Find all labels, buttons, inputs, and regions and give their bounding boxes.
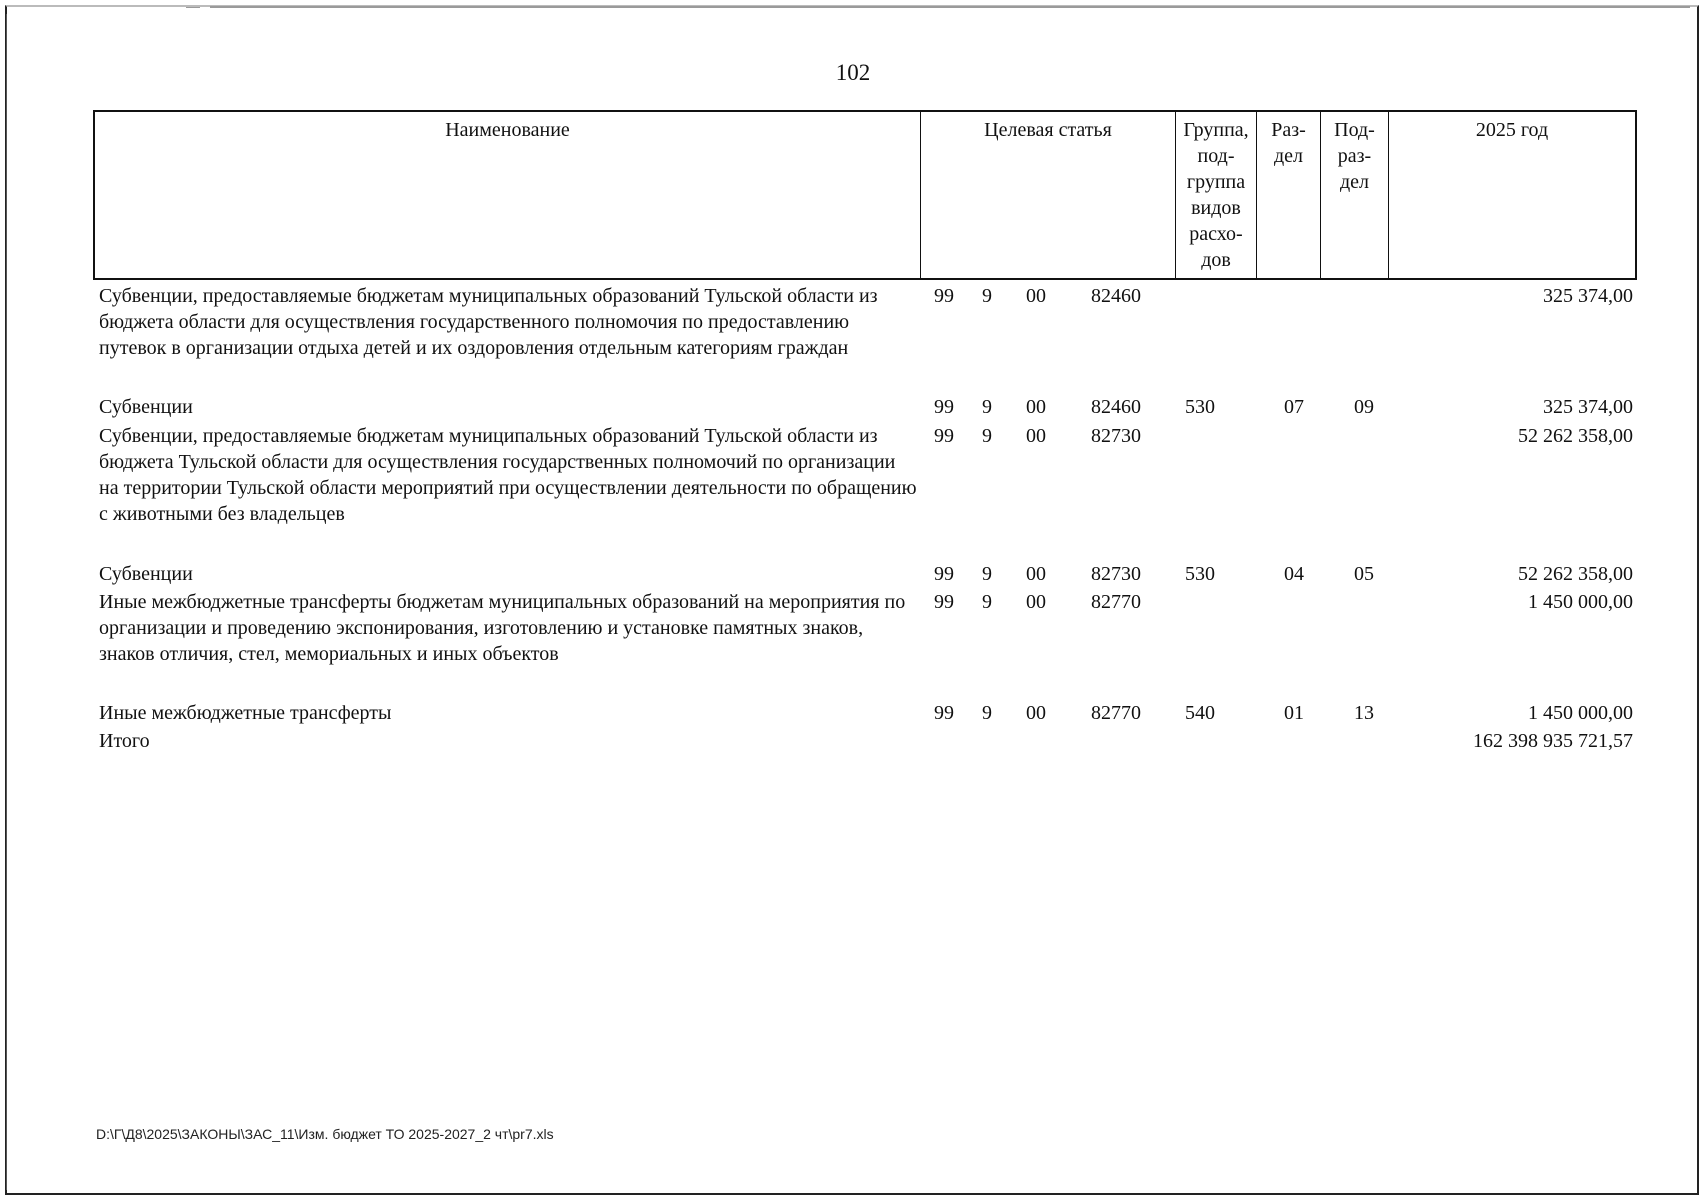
header-subsection-line: Под- xyxy=(1334,119,1375,141)
row-section: 01 xyxy=(1284,702,1304,724)
row-amount: 52 262 358,00 xyxy=(1518,563,1633,585)
row-target-part-3: 00 xyxy=(1026,702,1046,724)
row-name: Субвенции xyxy=(99,396,193,418)
row-target-part-2: 9 xyxy=(982,425,992,447)
row-amount: 1 450 000,00 xyxy=(1528,702,1633,724)
row-amount: 325 374,00 xyxy=(1543,396,1633,418)
header-year xyxy=(1388,112,1635,278)
header-group-line: расхо- xyxy=(1189,223,1243,245)
header-section xyxy=(1256,112,1320,278)
row-subsection: 05 xyxy=(1354,563,1374,585)
row-target-part-2: 9 xyxy=(982,285,992,307)
header-target-article-label: Целевая статья xyxy=(984,119,1112,141)
header-group-line: дов xyxy=(1201,249,1231,271)
row-section: 07 xyxy=(1284,396,1304,418)
row-target-part-4: 82460 xyxy=(1091,285,1141,307)
header-year-label: 2025 год xyxy=(1475,119,1549,141)
row-target-part-4: 82770 xyxy=(1091,591,1141,613)
row-target-part-1: 99 xyxy=(934,563,954,585)
row-target-part-4: 82730 xyxy=(1091,563,1141,585)
row-target-part-2: 9 xyxy=(982,702,992,724)
row-target-part-3: 00 xyxy=(1026,591,1046,613)
row-amount: 325 374,00 xyxy=(1543,285,1633,307)
row-group: 540 xyxy=(1185,702,1215,724)
row-target-part-1: 99 xyxy=(934,285,954,307)
row-target-part-3: 00 xyxy=(1026,396,1046,418)
total-amount: 162 398 935 721,57 xyxy=(1473,730,1633,752)
row-target-part-4: 82770 xyxy=(1091,702,1141,724)
row-target-part-2: 9 xyxy=(982,396,992,418)
row-target-part-3: 00 xyxy=(1026,285,1046,307)
row-target-part-1: 99 xyxy=(934,591,954,613)
row-amount: 1 450 000,00 xyxy=(1528,591,1633,613)
row-target-part-4: 82730 xyxy=(1091,425,1141,447)
header-target-article xyxy=(920,112,1175,278)
page-number: 102 xyxy=(835,60,871,85)
row-target-part-3: 00 xyxy=(1026,563,1046,585)
row-target-part-3: 00 xyxy=(1026,425,1046,447)
row-target-part-2: 9 xyxy=(982,591,992,613)
scan-left-edge xyxy=(6,14,7,1190)
row-target-part-4: 82460 xyxy=(1091,396,1141,418)
header-subsection-line: дел xyxy=(1339,171,1370,193)
header-section-line: дел xyxy=(1273,145,1304,167)
row-target-part-1: 99 xyxy=(934,425,954,447)
row-section: 04 xyxy=(1284,563,1304,585)
row-target-part-1: 99 xyxy=(934,396,954,418)
header-subsection xyxy=(1320,112,1388,278)
header-group xyxy=(1175,112,1256,278)
header-group-line: под- xyxy=(1197,145,1235,167)
row-target-part-1: 99 xyxy=(934,702,954,724)
row-subsection: 13 xyxy=(1354,702,1374,724)
file-path-footer: D:\Г\Д8\2025\ЗАКОНЫ\ЗАС_11\Изм. бюджет ТО 2025-2027_2 чт\pr7.xls xyxy=(96,1126,554,1142)
header-group-line: Группа, xyxy=(1183,119,1249,141)
header-name xyxy=(95,112,920,278)
row-name: Иные межбюджетные трансферты xyxy=(99,702,392,724)
row-name: Субвенции, предоставляемые бюджетам муниципальных образований Тульской области из бюджета Тульской области для осуществления государственных полномочий по организации на территории Тульской области мероприятий при осуществлении деятельности по обращению с животными без владельцев xyxy=(99,425,917,525)
table-header xyxy=(93,110,1637,280)
scan-top-rule xyxy=(210,6,1690,8)
scan-top-rule-fragment xyxy=(186,7,200,8)
header-group-line: видов xyxy=(1191,197,1241,219)
row-name: Субвенции xyxy=(99,563,193,585)
row-group: 530 xyxy=(1185,563,1215,585)
row-name: Субвенции, предоставляемые бюджетам муниципальных образований Тульской области из бюджета области для осуществления государственного полномочия по предоставлению путевок в организации отдыха детей и их оздоровления отдельным категориям граждан xyxy=(99,285,878,359)
header-subsection-line: раз- xyxy=(1337,145,1372,167)
header-name-label: Наименование xyxy=(445,119,570,141)
row-group: 530 xyxy=(1185,396,1215,418)
row-amount: 52 262 358,00 xyxy=(1518,425,1633,447)
header-section-line: Раз- xyxy=(1271,119,1306,141)
header-group-line: группа xyxy=(1186,171,1246,193)
row-name: Иные межбюджетные трансферты бюджетам муниципальных образований на мероприятия по организации и проведению экспонирования, изготовлению и установке памятных знаков, знаков отличия, стел, мемориальных и иных объектов xyxy=(99,591,906,665)
total-label: Итого xyxy=(99,730,150,752)
row-subsection: 09 xyxy=(1354,396,1374,418)
row-target-part-2: 9 xyxy=(982,563,992,585)
